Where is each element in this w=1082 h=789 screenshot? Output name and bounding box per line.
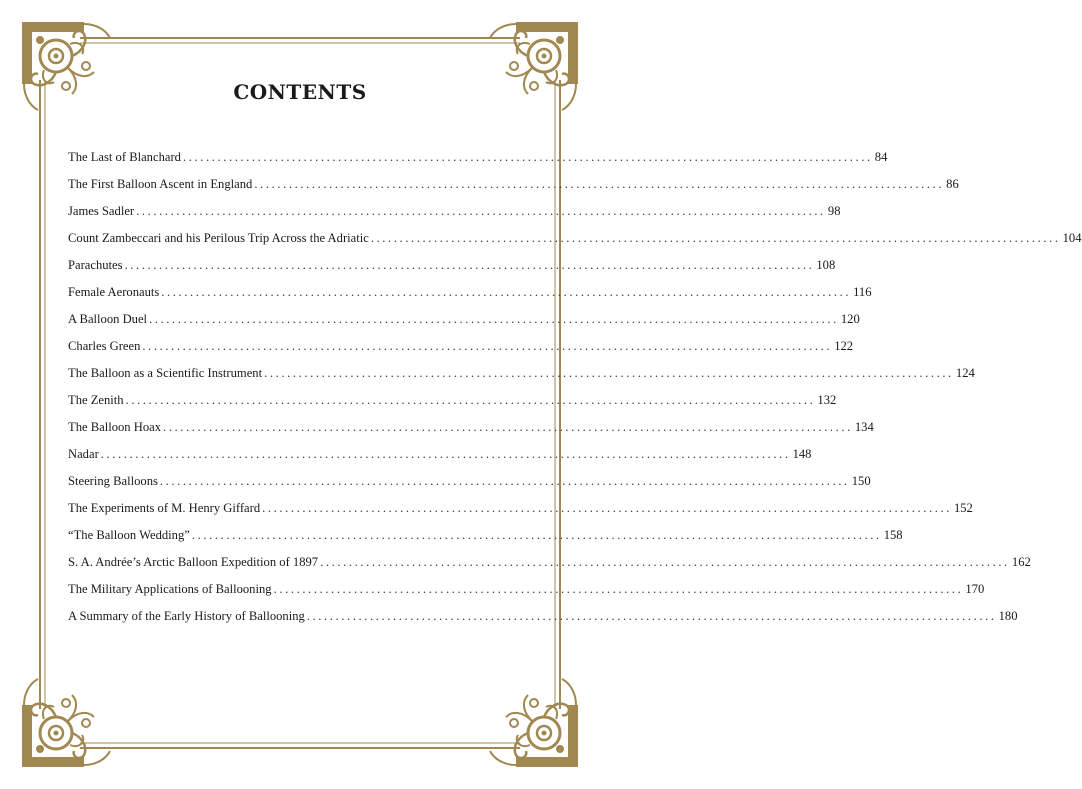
toc-entry-title: “The Balloon Wedding” — [68, 528, 190, 542]
toc-entry-title: Nadar — [68, 447, 99, 461]
toc-entry[interactable] — [68, 306, 860, 333]
toc-entry-title: James Sadler — [68, 204, 135, 218]
toc-entry-title: Female Aeronauts — [68, 285, 160, 299]
toc-entry-page-number: 158 — [883, 528, 903, 542]
toc-leader-dots: ........................................................................................................................ — [161, 285, 852, 299]
table-of-contents — [68, 144, 1082, 630]
toc-entry-title: A Balloon Duel — [68, 312, 148, 326]
toc-entry-title: S. A. Andrée’s Arctic Balloon Expedition of 1897 — [68, 555, 319, 569]
toc-entry-page-number: 124 — [955, 366, 975, 380]
toc-entry-title: The Balloon as a Scientific Instrument — [68, 366, 263, 380]
toc-entry[interactable] — [68, 279, 872, 306]
toc-leader-dots: ........................................................................................................................ — [125, 393, 816, 407]
toc-entry-title: Charles Green — [68, 339, 141, 353]
toc-entry[interactable] — [68, 333, 854, 360]
toc-entry[interactable] — [68, 387, 837, 414]
toc-entry[interactable] — [68, 576, 985, 603]
toc-entry[interactable] — [68, 414, 874, 441]
toc-entry-page-number: 162 — [1011, 555, 1031, 569]
toc-leader-dots: ........................................................................................................................ — [254, 177, 945, 191]
toc-entry[interactable] — [68, 603, 1018, 630]
page-title: CONTENTS — [233, 80, 367, 104]
toc-entry-title: Count Zambeccari and his Perilous Trip Across the Adriatic — [68, 231, 369, 245]
toc-entry-page-number: 116 — [853, 285, 872, 299]
toc-leader-dots: ........................................................................................................................ — [163, 420, 853, 434]
toc-entry[interactable] — [68, 225, 1082, 252]
toc-entry-title: The Military Applications of Ballooning — [68, 582, 272, 596]
toc-entry-title: The Last of Blanchard — [68, 150, 181, 164]
toc-leader-dots: ........................................................................................................................ — [136, 204, 826, 218]
toc-entry-title: A Summary of the Early History of Ballooning — [68, 609, 305, 623]
toc-entry-page-number: 170 — [965, 582, 985, 596]
toc-entry-title: The Zenith — [68, 393, 124, 407]
toc-leader-dots: ........................................................................................................................ — [159, 474, 850, 488]
toc-entry-title: The First Balloon Ascent in England — [68, 177, 253, 191]
toc-leader-dots: ........................................................................................................................ — [264, 366, 954, 380]
toc-leader-dots: ........................................................................................................................ — [262, 501, 952, 515]
toc-entry-page-number: 134 — [854, 420, 874, 434]
toc-entry-page-number: 98 — [827, 204, 841, 218]
toc-entry-title: Steering Balloons — [68, 474, 158, 488]
toc-entry[interactable] — [68, 522, 903, 549]
toc-entry-page-number: 180 — [998, 609, 1018, 623]
toc-entry-page-number: 122 — [834, 339, 854, 353]
toc-leader-dots: ........................................................................................................................ — [142, 339, 833, 353]
toc-leader-dots: ........................................................................................................................ — [100, 447, 791, 461]
toc-entry-page-number: 104 — [1062, 231, 1082, 245]
toc-entry-page-number: 152 — [953, 501, 973, 515]
toc-entry-title: Parachutes — [68, 258, 123, 272]
toc-leader-dots: ........................................................................................................................ — [149, 312, 839, 326]
toc-entry-title: The Experiments of M. Henry Giffard — [68, 501, 261, 515]
toc-leader-dots: ........................................................................................................................ — [182, 150, 873, 164]
toc-entry-page-number: 108 — [816, 258, 836, 272]
toc-entry-title: The Balloon Hoax — [68, 420, 162, 434]
toc-leader-dots: ........................................................................................................................ — [370, 231, 1061, 245]
toc-entry[interactable] — [68, 198, 841, 225]
toc-entry-page-number: 84 — [874, 150, 888, 164]
toc-entry[interactable] — [68, 441, 812, 468]
toc-entry[interactable] — [68, 252, 836, 279]
toc-entry-page-number: 150 — [851, 474, 871, 488]
toc-entry[interactable] — [68, 144, 888, 171]
toc-entry[interactable] — [68, 468, 871, 495]
toc-entry-page-number: 120 — [840, 312, 860, 326]
toc-leader-dots: ........................................................................................................................ — [124, 258, 815, 272]
toc-entry[interactable] — [68, 549, 1031, 576]
toc-entry-page-number: 132 — [817, 393, 837, 407]
toc-leader-dots: ........................................................................................................................ — [273, 582, 964, 596]
toc-leader-dots: ........................................................................................................................ — [320, 555, 1010, 569]
toc-entry-page-number: 86 — [946, 177, 959, 191]
corner-ornament-bottom-left — [22, 679, 110, 767]
corner-ornament-bottom-right — [490, 679, 578, 767]
toc-leader-dots: ........................................................................................................................ — [191, 528, 882, 542]
toc-leader-dots: ........................................................................................................................ — [306, 609, 997, 623]
toc-entry[interactable] — [68, 171, 959, 198]
toc-entry-page-number: 148 — [792, 447, 812, 461]
toc-entry[interactable] — [68, 495, 973, 522]
toc-entry[interactable] — [68, 360, 975, 387]
